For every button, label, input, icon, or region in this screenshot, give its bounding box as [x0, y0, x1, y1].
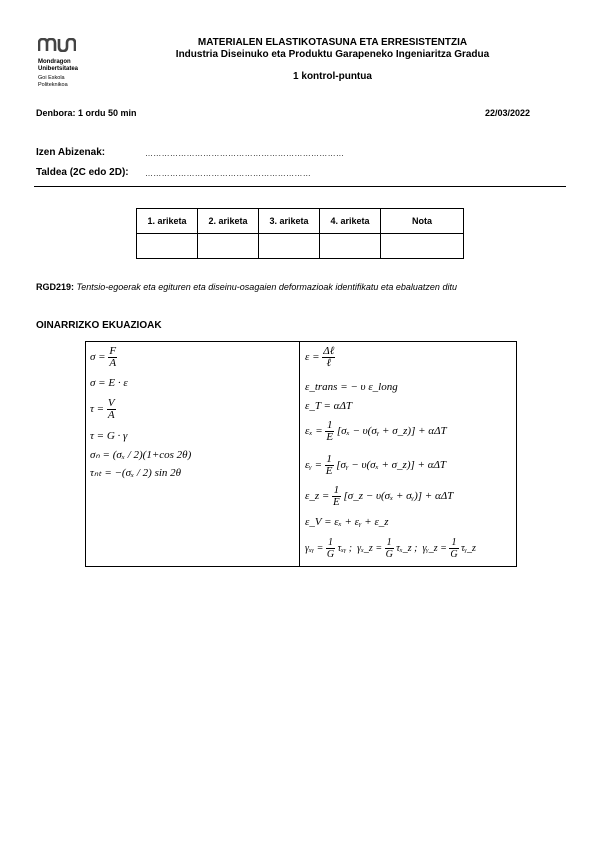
grades-header-row	[137, 209, 464, 234]
eq-sigma-n: σₙ = (σₓ / 2)(1+cos 2θ)	[90, 449, 192, 461]
eq-strain-x: εₓ = $\frac{1}{E}$ [σₓ − υ(σᵧ + σ_z)] + αΔT	[305, 419, 447, 443]
grades-value-row	[137, 234, 464, 259]
group-field[interactable]: ……………………………………………………	[145, 169, 311, 178]
logo-brand-line2: Unibertsitatea	[38, 66, 79, 72]
header-divider	[34, 186, 566, 187]
eq-transverse-strain: ε_trans = − υ ε_long	[305, 381, 398, 393]
grade-header-4: 4. ariketa	[320, 209, 381, 234]
logo-faculty-line2: Politeknikoa	[38, 82, 68, 88]
exam-date: 22/03/2022	[484, 108, 530, 118]
grade-header-nota: Nota	[381, 209, 464, 234]
university-logo	[38, 38, 108, 89]
learning-outcome	[36, 282, 457, 292]
eq-thermal-strain: ε_T = αΔT	[305, 400, 353, 412]
eq-shear-stress: τ = $\frac{V}{A}$	[90, 397, 115, 421]
grade-header-2: 2. ariketa	[198, 209, 259, 234]
grade-cell-3[interactable]	[259, 234, 320, 259]
eq-tau-nt: τₙₜ = −(σₓ / 2) sin 2θ	[90, 467, 182, 479]
equations-divider	[299, 341, 300, 566]
exam-duration: Denbora: 1 ordu 50 min	[36, 108, 137, 118]
grade-cell-2[interactable]	[198, 234, 259, 259]
eq-normal-stress: σ = $\frac{F}{A}$	[90, 345, 117, 369]
section-title: OINARRIZKO EKUAZIOAK	[36, 320, 162, 331]
grade-cell-nota[interactable]	[381, 234, 464, 259]
degree-title: Industria Diseinuko eta Produktu Garapeneko Ingeniaritza Gradua	[175, 49, 490, 60]
name-field[interactable]: ………………………………………………………………	[145, 149, 345, 158]
eq-shear-strains: γₓᵧ = $\frac{1}{G}$ τₓᵧ ; γₓ_z = $\frac{1}{G}$ τₓ_z ; γᵧ_z = $\frac{1}{G}$ τᵧ_z	[305, 537, 476, 560]
exam-title: 1 kontrol-puntua	[293, 71, 372, 82]
rgd-text: Tentsio-egoerak eta egituren eta diseinu-osagaien deformazioak identifikatu eta ebaluatzen ditu	[76, 282, 457, 292]
mondragon-logo-icon	[38, 38, 76, 52]
course-title: MATERIALEN ELASTIKOTASUNA ETA ERRESISTENTZIA	[197, 37, 468, 48]
rgd-code: RGD219:	[36, 282, 75, 292]
logo-faculty-line1: Goi Eskola	[38, 75, 65, 81]
eq-shear-hooke: τ = G · γ	[90, 430, 128, 442]
grades-table	[136, 208, 464, 259]
eq-strain: ε = $\frac{\text{Δℓ}}{\text{ℓ}}$	[305, 345, 335, 369]
group-label: Taldea (2C edo 2D):	[36, 167, 129, 178]
logo-brand-line1: Mondragon	[38, 59, 71, 65]
grade-header-3: 3. ariketa	[259, 209, 320, 234]
eq-strain-z: ε_z = $\frac{1}{E}$ [σ_z − υ(σₓ + σᵧ)] + αΔT	[305, 484, 454, 508]
grade-header-1: 1. ariketa	[137, 209, 198, 234]
eq-volumetric-strain: ε_V = εₓ + εᵧ + ε_z	[305, 516, 389, 528]
eq-strain-y: εᵧ = $\frac{1}{E}$ [σᵧ − υ(σₓ + σ_z)] + αΔT	[305, 453, 447, 477]
grade-cell-1[interactable]	[137, 234, 198, 259]
grade-cell-4[interactable]	[320, 234, 381, 259]
eq-hooke: σ = E · ε	[90, 377, 128, 389]
name-label: Izen Abizenak:	[36, 147, 106, 158]
